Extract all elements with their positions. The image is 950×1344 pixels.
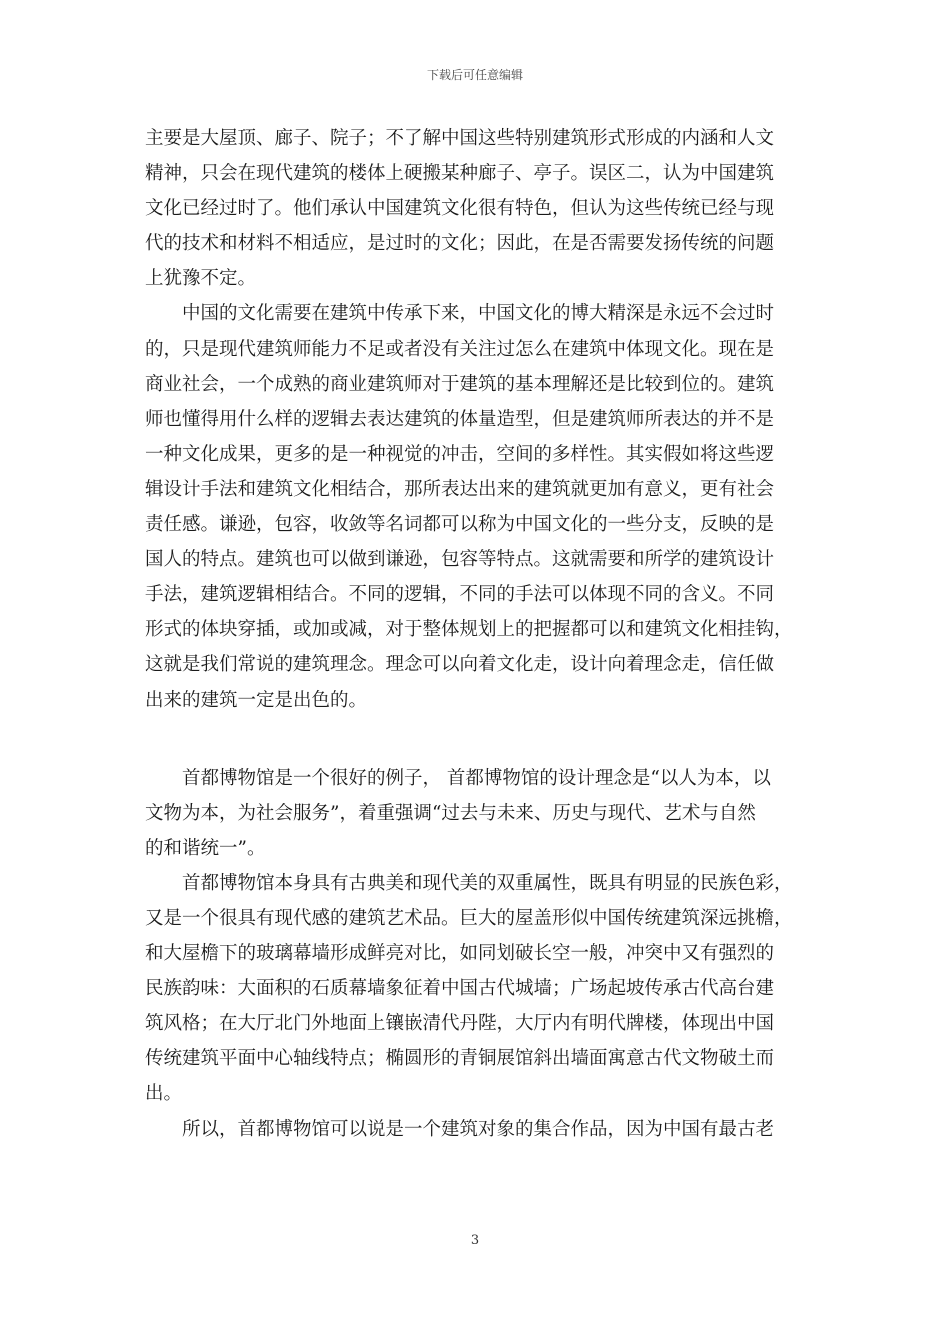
text-line: 师也懂得用什么样的逻辑去表达建筑的体量造型，但是建筑师所表达的并不是: [145, 408, 775, 430]
text-line: 主要是大屋顶、廊子、院子；不了解中国这些特别建筑形式形成的内涵和人文: [145, 128, 775, 149]
text-line: 文化已经过时了。他们承认中国建筑文化很有特色，但认为这些传统已经与现: [145, 198, 775, 220]
text-line: 商业社会，一个成熟的商业建筑师对于建筑的基本理解还是比较到位的。建筑: [145, 373, 775, 395]
paragraph-first-line: 所以，首都博物馆可以说是一个建筑对象的集合作品，因为中国有最古老: [182, 1118, 775, 1140]
paragraph-spacer: [145, 718, 813, 761]
text-line: 的和谐统一”。: [145, 837, 266, 859]
text-line: 出。: [145, 1083, 183, 1105]
paragraph-first-line: 首都博物馆本身具有古典美和现代美的双重属性，既具有明显的民族色彩，: [182, 872, 793, 894]
text-line: 手法，建筑逻辑相结合。不同的逻辑，不同的手法可以体现不同的含义。不同: [145, 584, 775, 606]
text-line: 辑设计手法和建筑文化相结合，那所表达出来的建筑就更加有意义，更有社会: [145, 478, 775, 500]
page-header: 下载后可任意编辑: [426, 68, 523, 82]
text-line: 一种文化成果，更多的是一种视觉的冲击，空间的多样性。其实假如将这些逻: [145, 443, 775, 465]
text-line: 民族韵味：大面积的石质幕墙象征着中国古代城墙；广场起坡传承古代高台建: [145, 978, 775, 1000]
text-line: 上犹豫不定。: [145, 268, 257, 290]
text-line: 这就是我们常说的建筑理念。理念可以向着文化走，设计向着理念走，信任做: [145, 654, 775, 676]
text-line: 出来的建筑一定是出色的。: [145, 689, 368, 711]
page-number: 3: [470, 1233, 480, 1248]
paragraph-first-line: 中国的文化需要在建筑中传承下来，中国文化的博大精深是永远不会过时: [182, 303, 775, 325]
text-line: 代的技术和材料不相适应，是过时的文化；因此，在是否需要发扬传统的问题: [145, 233, 775, 255]
text-line: 形式的体块穿插，或加或减，对于整体规划上的把握都可以和建筑文化相挂钩，: [145, 619, 793, 641]
text-line: 国人的特点。建筑也可以做到谦逊，包容等特点。这就需要和所学的建筑设计: [145, 549, 775, 571]
document-body: [145, 121, 813, 1147]
text-line: 筑风格；在大厅北门外地面上镶嵌清代丹陛，大厅内有明代牌楼，体现出中国: [145, 1013, 775, 1035]
text-line: 责任感。谦逊，包容，收敛等名词都可以称为中国文化的一些分支，反映的是: [145, 514, 775, 536]
text-line: 传统建筑平面中心轴线特点；椭圆形的青铜展馆斜出墙面寓意古代文物破土而: [145, 1048, 775, 1070]
text-line: 和大屋檐下的玻璃幕墙形成鲜亮对比，如同划破长空一般，冲突中又有强烈的: [145, 943, 775, 965]
text-line: 精神，只会在现代建筑的楼体上硬搬某种廊子、亭子。误区二，认为中国建筑: [145, 163, 775, 185]
paragraph-first-line: 首都博物馆是一个很好的例子， 首都博物馆的设计理念是“以人为本，以: [182, 767, 771, 789]
text-line: 又是一个很具有现代感的建筑艺术品。巨大的屋盖形似中国传统建筑深远挑檐，: [145, 907, 793, 929]
text-line: 的，只是现代建筑师能力不足或者没有关注过怎么在建筑中体现文化。现在是: [145, 338, 775, 360]
text-line: 文物为本，为社会服务”，着重强调“过去与未来、历史与现代、艺术与自然: [145, 802, 756, 824]
